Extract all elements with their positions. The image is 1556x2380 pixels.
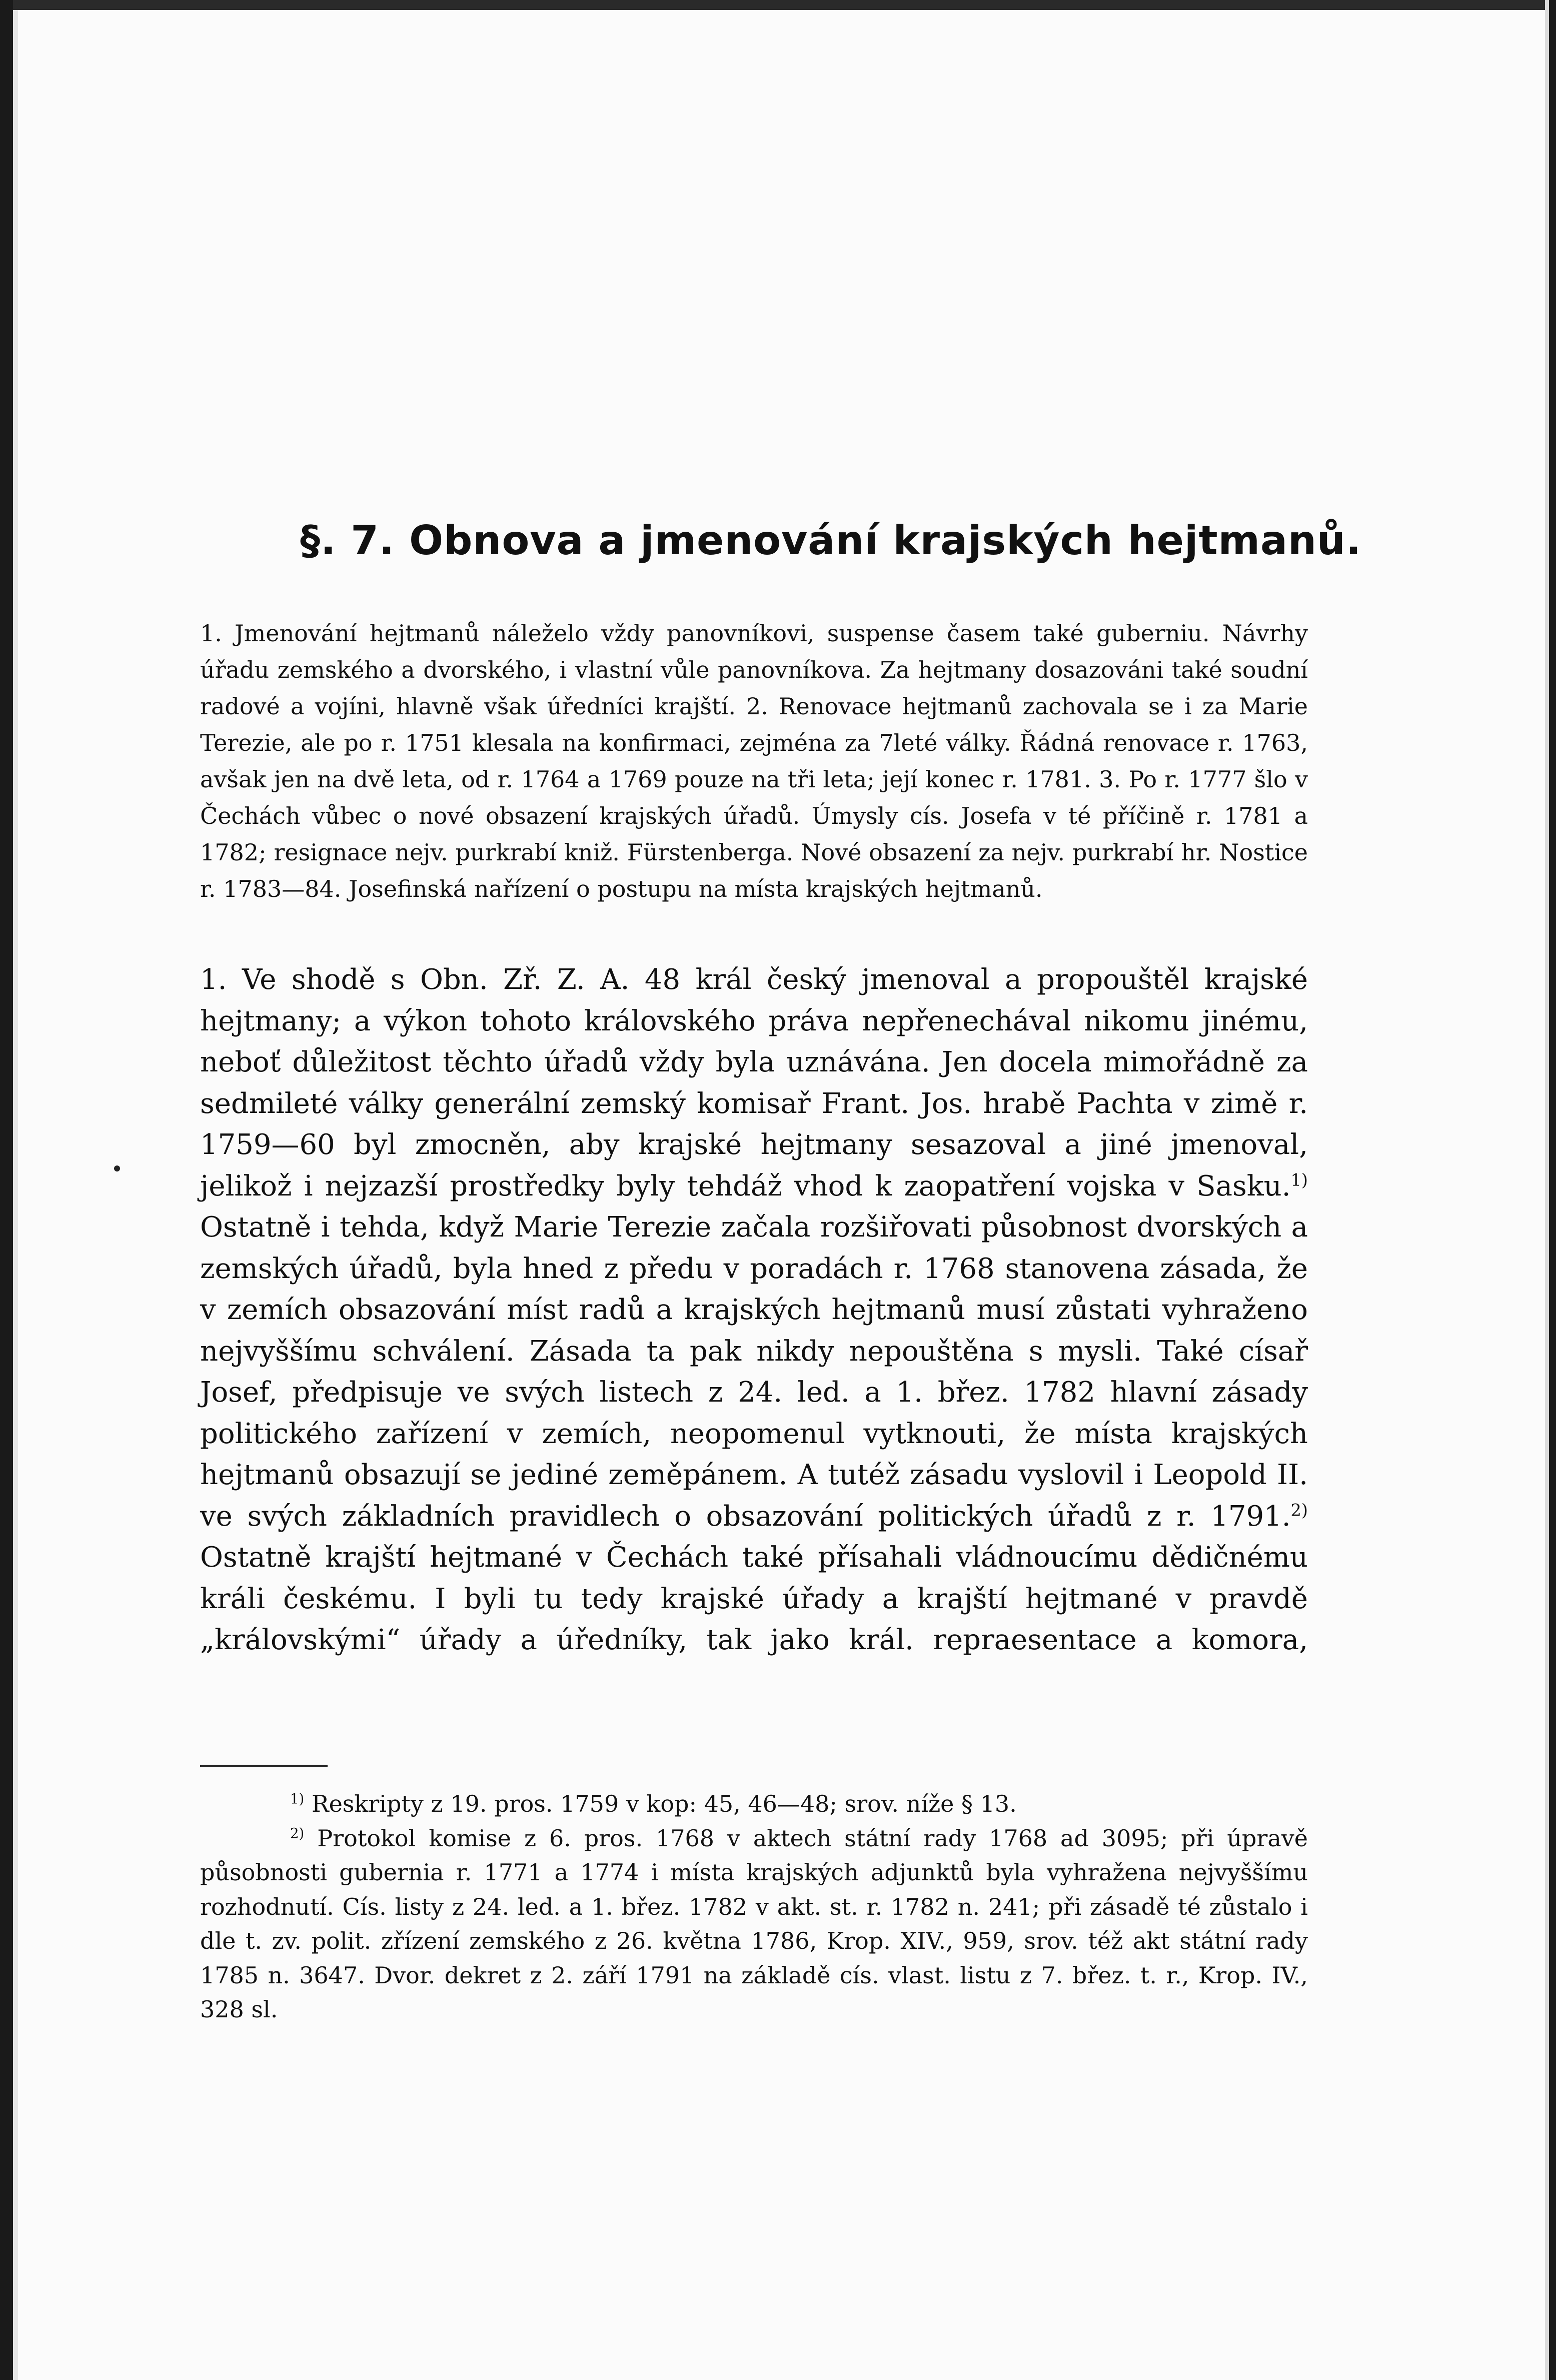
footnotes bbox=[200, 1787, 1308, 2027]
scan-edge-left bbox=[0, 0, 13, 2380]
footnote-1-mark: 1) bbox=[290, 1790, 305, 1807]
footnote-divider bbox=[200, 1765, 328, 1767]
footnote-2-mark: 2) bbox=[290, 1825, 305, 1842]
scan-edge-right-shadow bbox=[1545, 0, 1549, 2380]
section-summary: 1. Jmenování hejtmanů náleželo vždy panovníkovi, suspense časem také guberniu. Návrhy úřadu zemského a dvorského, i vlastní vůle panovníkova. Za hejtmany dosazováni také soudní radové a vojíni, hlavně však úředníci krajští. 2. Renovace hejtmanů zachovala se i za Marie Terezie, ale po r. 1751 klesala na konfirmaci, zejména za 7leté války. Řádná renovace r. 1763, avšak jen na dvě leta, od r. 1764 a 1769 pouze na tři leta; její konec r. 1781. 3. Po r. 1777 šlo v Čechách vůbec o nové obsazení krajských úřadů. Úmysly cís. Josefa v té příčině r. 1781 a 1782; resignace nejv. purkrabí kniž. Fürstenberga. Nové obsazení za nejv. purkrabí hr. Nostice r. 1783—84. Josefinská nařízení o postupu na místa krajských hejtmanů. bbox=[200, 620, 1308, 902]
section-heading: §. 7. Obnova a jmenování krajských hejtmanů. bbox=[300, 517, 1362, 564]
scan-edge-right bbox=[1549, 0, 1556, 2380]
footnote-ref-2: 2) bbox=[1290, 1500, 1308, 1520]
footnote-ref-1: 1) bbox=[1290, 1169, 1308, 1189]
body-text-part-3: Ostatně krajští hejtmané v Čechách také přísahali vládnoucímu dědičnému králi českému. I byli tu tedy krajské úřady a krajští hejtmané v pravdě „královskými“ úřady a úředníky, tak jako král. repraesentace a komora, bbox=[200, 1541, 1308, 1656]
footnote-2 bbox=[200, 1821, 1308, 2027]
stray-ink-dot bbox=[114, 1165, 120, 1171]
body-text-part-2: Ostatně i tehda, když Marie Terezie začala rozšiřovati působnost dvorských a zemských úřadů, byla hned z předu v poradách r. 1768 stanovena zásada, že v zemích obsazování míst radů a krajských hejtmanů musí zůstati vyhraženo nejvyššímu schválení. Zásada ta pak nikdy nepouštěna s mysli. Také císař Josef, předpisuje ve svých listech z 24. led. a 1. břez. 1782 hlavní zásady politického zařízení v zemích, neopomenul vytknouti, že místa krajských hejtmanů obsazují se jediné zeměpánem. A tutéž zásadu vyslovil i Leopold II. ve svých základních pravidlech o obsazování politických úřadů z r. 1791. bbox=[200, 1211, 1308, 1533]
footnote-1 bbox=[200, 1787, 1308, 1821]
scan-edge-left-shadow bbox=[13, 0, 18, 2380]
footnote-2-text: Protokol komise z 6. pros. 1768 v aktech státní rady 1768 ad 3095; při úpravě působnosti gubernia r. 1771 a 1774 i místa krajských adjunktů byla vyhražena nejvyššímu rozhodnutí. Cís. listy z 24. led. a 1. břez. 1782 v akt. st. r. 1782 n. 241; při zásadě té zůstalo i dle t. zv. polit. zřízení zemského z 26. května 1786, Krop. XIV., 959, srov. též akt státní rady 1785 n. 3647. Dvor. dekret z 2. září 1791 na základě cís. vlast. listu z 7. břez. t. r., Krop. IV., 328 sl. bbox=[200, 1824, 1308, 2023]
body-text-part-1: 1. Ve shodě s Obn. Zř. Z. A. 48 král český jmenoval a propouštěl krajské hejtmany; a výkon tohoto královského práva nepřenechával nikomu jinému, neboť důležitost těchto úřadů vždy byla uznávána. Jen docela mimořádně za sedmileté války generální zemský komisař Frant. Jos. hrabě Pachta v zimě r. 1759—60 byl zmocněn, aby krajské hejtmany sesazoval a jiné jmenoval, jelikož i nejzazší prostředky byly tehdáž vhod k zaopatření vojska v Sasku. bbox=[200, 963, 1308, 1203]
scan-edge-top bbox=[13, 0, 1549, 10]
body-paragraph bbox=[200, 959, 1308, 1661]
footnote-1-text: Reskripty z 19. pros. 1759 v kop: 45, 46—48; srov. níže § 13. bbox=[304, 1790, 1017, 1817]
